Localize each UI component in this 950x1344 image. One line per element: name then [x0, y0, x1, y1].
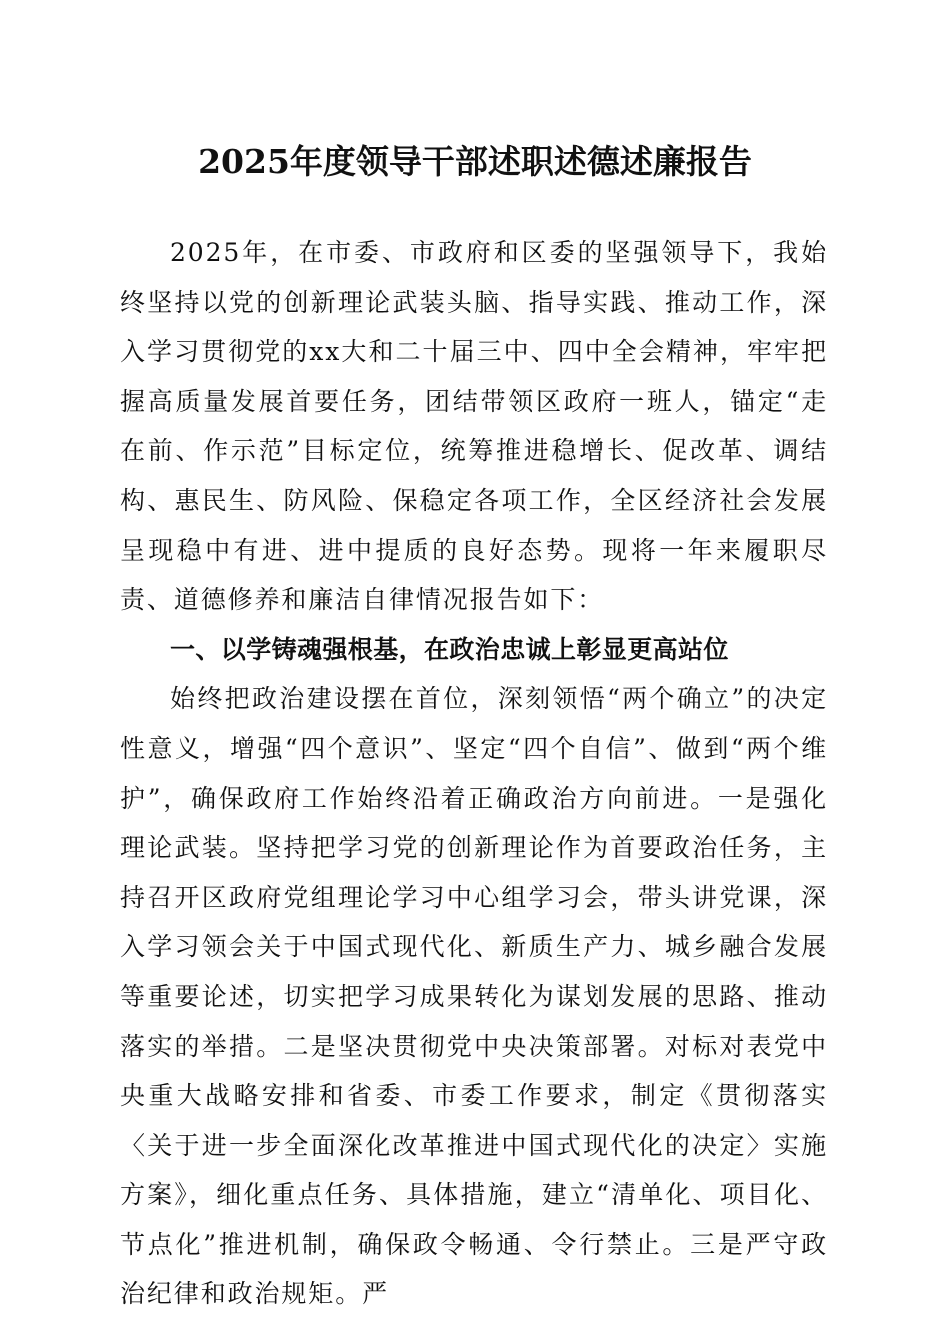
intro-paragraph: 2025年，在市委、市政府和区委的坚强领导下，我始终坚持以党的创新理论武装头脑、指导实践、推动工作，深入学习贯彻党的xx大和二十届三中、四中全会精神，牢牢把握高质量发展首要任务，团结带领区政府一班人，锚定“走在前、作示范”目标定位，统筹推进稳增长、促改革、调结构、惠民生、防风险、保稳定各项工作，全区经济社会发展呈现稳中有进、进中提质的良好态势。现将一年来履职尽责、道德修养和廉洁自律情况报告如下：	[120, 238, 828, 615]
section-paragraph: 始终把政治建设摆在首位，深刻领悟“两个确立”的决定性意义，增强“四个意识”、坚定“四个自信”、做到“两个维护”，确保政府工作始终沿着正确政治方向前进。一是强化理论武装。坚持把学习党的创新理论作为首要政治任务，主持召开区政府党组理论学习中心组学习会，带头讲党课，深入学习领会关于中国式现代化、新质生产力、城乡融合发展等重要论述，切实把学习成果转化为谋划发展的思路、推动落实的举措。二是坚决贯彻党中央决策部署。对标对表党中央重大战略安排和省委、市委工作要求，制定《贯彻落实〈关于进一步全面深化改革推进中国式现代化的决定〉实施方案》，细化重点任务、具体措施，建立“清单化、项目化、节点化”推进机制，确保政令畅通、令行禁止。三是严守政治纪律和政治规矩。严	[120, 684, 828, 1309]
section-heading: 一、以学铸魂强根基，在政治忠诚上彰显更高站位	[170, 634, 729, 664]
document-body	[120, 228, 828, 1319]
document-title: 2025年度领导干部述职述德述廉报告	[198, 142, 752, 181]
